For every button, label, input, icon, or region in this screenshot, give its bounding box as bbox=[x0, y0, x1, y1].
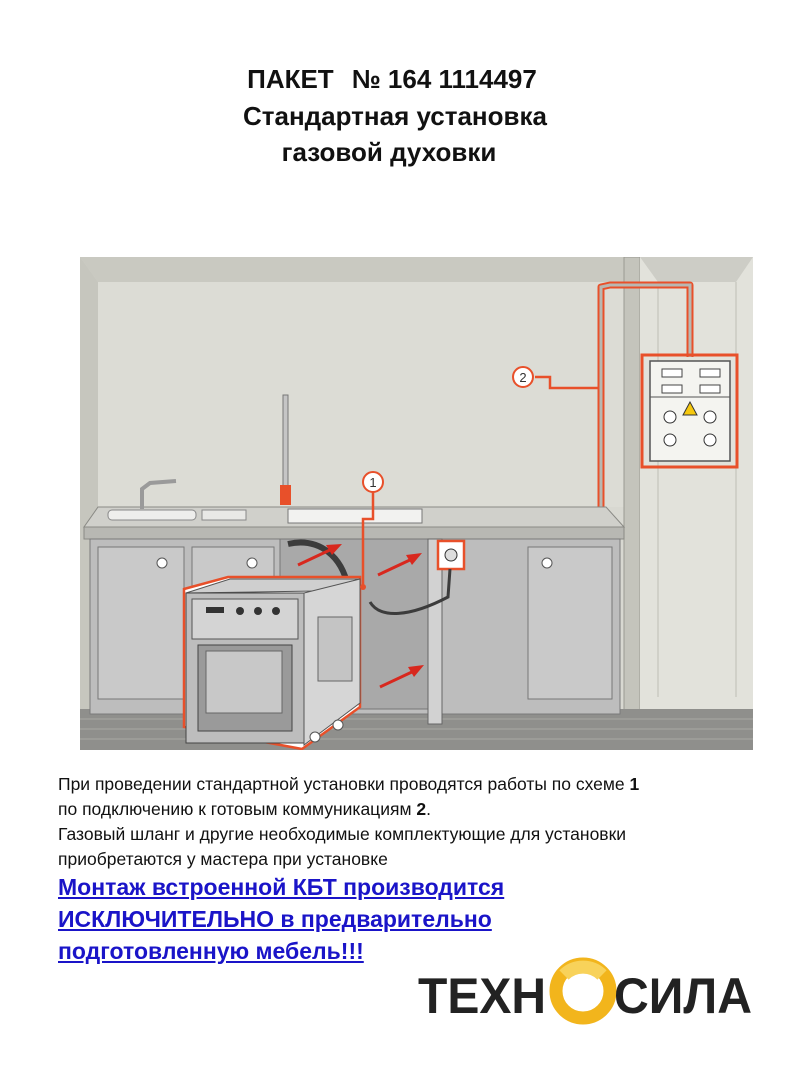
notice-line-1: Монтаж встроенной КБТ производится bbox=[58, 874, 505, 900]
notice-line-3: подготовленную мебель!!! bbox=[58, 938, 364, 964]
page-title-line3: газовой духовки bbox=[281, 137, 497, 167]
description-line-4: приобретаются у мастера при установке bbox=[58, 849, 388, 869]
description-text bbox=[58, 772, 778, 872]
diagram-marker-1: 1 bbox=[369, 475, 377, 490]
page-title-package bbox=[0, 62, 792, 96]
logo-text-right: СИЛА bbox=[614, 968, 752, 1024]
description-line-1: При проведении стандартной установки проводятся работы по схеме 1 bbox=[58, 774, 640, 794]
installation-diagram bbox=[80, 257, 753, 750]
package-label: ПАКЕТ bbox=[247, 64, 334, 94]
logo-text-left: ТЕХН bbox=[418, 968, 546, 1024]
description-line-2: по подключению к готовым коммуникациям 2. bbox=[58, 799, 431, 819]
page-title-line2: Стандартная установка bbox=[243, 101, 547, 131]
installation-notice bbox=[58, 871, 678, 967]
notice-line-2: ИСКЛЮЧИТЕЛЬНО в предварительно bbox=[58, 906, 492, 932]
diagram-marker-2: 2 bbox=[519, 370, 527, 385]
technosila-logo bbox=[416, 955, 756, 1027]
description-line-3: Газовый шланг и другие необходимые комплектующие для установки bbox=[58, 824, 627, 844]
package-number: № 164 1114497 bbox=[351, 64, 537, 94]
